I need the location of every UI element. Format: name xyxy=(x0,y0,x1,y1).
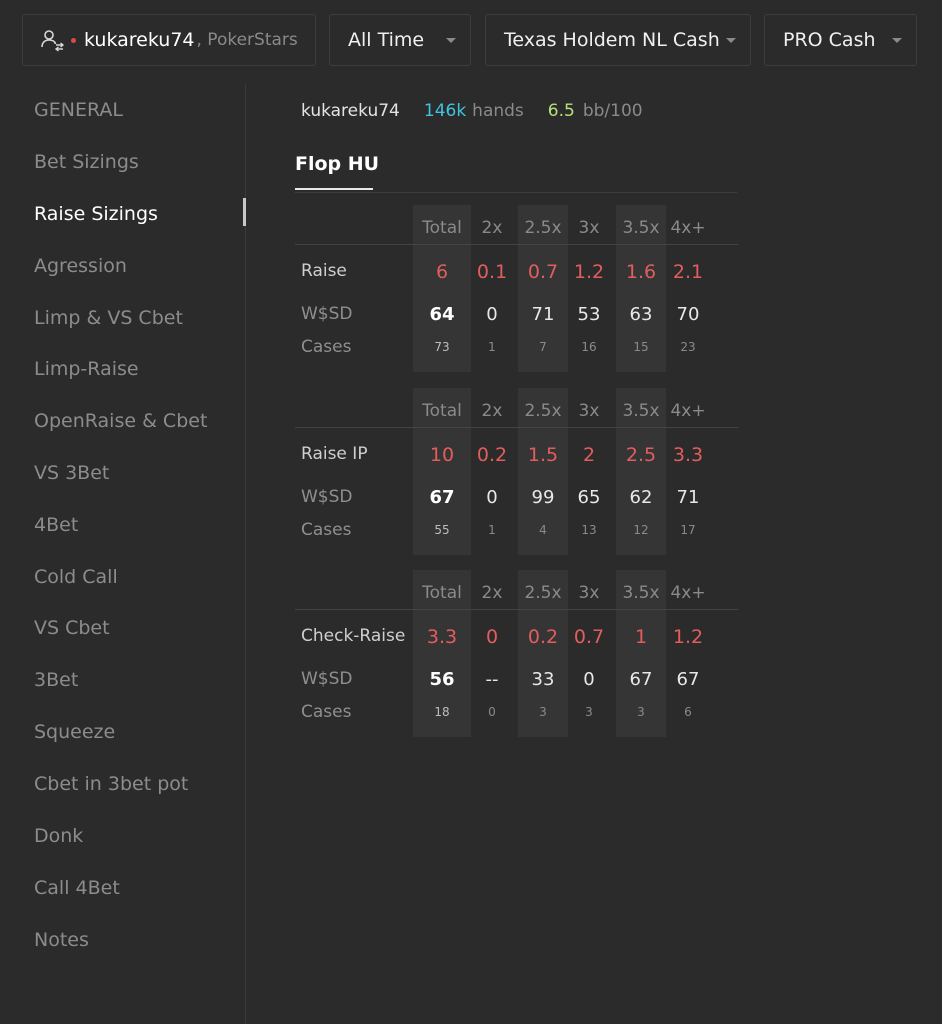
player-summary xyxy=(301,101,643,121)
stat-value-cell[interactable]: 0.1 xyxy=(476,261,508,283)
cases-value-cell[interactable]: 1 xyxy=(488,340,496,354)
cases-value-cell[interactable]: 3 xyxy=(637,705,645,719)
status-dot xyxy=(71,38,76,43)
sidebar-item-vs-3bet[interactable]: VS 3Bet xyxy=(34,462,110,484)
column-header: 2x xyxy=(481,583,503,603)
cases-value-cell[interactable]: 73 xyxy=(434,340,450,354)
sidebar-item-cbet-in-3bet-pot[interactable]: Cbet in 3bet pot xyxy=(34,773,189,795)
cases-value-cell[interactable]: 16 xyxy=(581,340,597,354)
wsd-value-cell[interactable]: 70 xyxy=(676,304,700,325)
stat-value-cell[interactable]: 0.7 xyxy=(573,626,605,648)
sidebar-item-general[interactable]: GENERAL xyxy=(34,99,123,121)
column-header: Total xyxy=(422,401,462,421)
player-selector[interactable] xyxy=(22,14,316,66)
wsd-value-cell[interactable]: 56 xyxy=(429,669,455,690)
main-content xyxy=(246,84,942,1024)
cases-value-cell[interactable]: 4 xyxy=(539,523,547,537)
sidebar-item-3bet[interactable]: 3Bet xyxy=(34,669,79,691)
stat-value-cell[interactable]: 6 xyxy=(435,261,449,283)
wsd-value-cell[interactable]: 64 xyxy=(429,304,455,325)
game-filter-label: Texas Holdem NL Cash xyxy=(504,29,720,51)
stats-filter-label: PRO Cash xyxy=(783,29,876,51)
tab-flop-hu[interactable]: Flop HU xyxy=(295,153,380,175)
wsd-value-cell[interactable]: 67 xyxy=(676,669,700,690)
sidebar-item-squeeze[interactable]: Squeeze xyxy=(34,721,116,743)
tab-divider xyxy=(295,192,737,193)
sidebar-item-limp-vs-cbet[interactable]: Limp & VS Cbet xyxy=(34,307,183,329)
summary-winrate: 6.5 xyxy=(547,101,575,121)
chevron-down-icon xyxy=(892,38,902,43)
summary-player-name: kukareku74 xyxy=(301,101,400,121)
column-header: 2x xyxy=(481,218,503,238)
cases-value-cell[interactable]: 7 xyxy=(539,340,547,354)
sidebar-item-donk[interactable]: Donk xyxy=(34,825,84,847)
row-label-wsd: W$SD xyxy=(301,669,353,689)
stat-value-cell[interactable]: 3.3 xyxy=(672,444,704,466)
cases-value-cell[interactable]: 3 xyxy=(585,705,593,719)
column-header: 2x xyxy=(481,401,503,421)
player-name: kukareku74 xyxy=(84,29,195,51)
cases-value-cell[interactable]: 12 xyxy=(633,523,649,537)
summary-hands-label: hands xyxy=(472,101,524,121)
sidebar-item-agression[interactable]: Agression xyxy=(34,255,127,277)
row-label-stat: Raise IP xyxy=(301,444,368,464)
stats-table xyxy=(295,388,738,555)
time-filter-dropdown[interactable] xyxy=(329,14,471,66)
row-label-cases: Cases xyxy=(301,520,352,540)
sidebar-nav xyxy=(0,84,246,1024)
row-label-cases: Cases xyxy=(301,337,352,357)
sidebar-item-notes[interactable]: Notes xyxy=(34,929,89,951)
sidebar-item-vs-cbet[interactable]: VS Cbet xyxy=(34,617,110,639)
cases-value-cell[interactable]: 1 xyxy=(488,523,496,537)
wsd-value-cell[interactable]: 63 xyxy=(629,304,653,325)
stat-value-cell[interactable]: 1.6 xyxy=(625,261,657,283)
wsd-value-cell[interactable]: 0 xyxy=(583,669,595,690)
header-divider xyxy=(295,244,738,245)
stat-value-cell[interactable]: 0.2 xyxy=(527,626,559,648)
row-label-cases: Cases xyxy=(301,702,352,722)
cases-value-cell[interactable]: 13 xyxy=(581,523,597,537)
column-header: 3.5x xyxy=(622,401,660,421)
column-header: Total xyxy=(422,583,462,603)
column-header: 4x+ xyxy=(670,401,706,421)
tab-active-underline xyxy=(295,188,373,190)
wsd-value-cell[interactable]: 33 xyxy=(531,669,555,690)
wsd-value-cell[interactable]: 53 xyxy=(577,304,601,325)
summary-winrate-label: bb/100 xyxy=(582,101,643,121)
game-filter-dropdown[interactable] xyxy=(485,14,751,66)
sidebar-item-openraise-cbet[interactable]: OpenRaise & Cbet xyxy=(34,410,208,432)
stat-value-cell[interactable]: 2 xyxy=(582,444,596,466)
sidebar-item-limp-raise[interactable]: Limp-Raise xyxy=(34,358,139,380)
stat-value-cell[interactable]: 1 xyxy=(634,626,648,648)
stat-value-cell[interactable]: 1.5 xyxy=(527,444,559,466)
header-divider xyxy=(295,427,738,428)
top-bar xyxy=(0,0,942,80)
stat-value-cell[interactable]: 3.3 xyxy=(426,626,458,648)
stats-table xyxy=(295,205,738,372)
cases-value-cell[interactable]: 6 xyxy=(684,705,692,719)
sidebar-item-cold-call[interactable]: Cold Call xyxy=(34,566,118,588)
column-header: Total xyxy=(422,218,462,238)
column-header: 2.5x xyxy=(524,218,562,238)
cases-value-cell[interactable]: 18 xyxy=(434,705,450,719)
sidebar-item-raise-sizings[interactable]: Raise Sizings xyxy=(34,203,158,225)
row-label-stat: Check-Raise xyxy=(301,626,406,646)
column-header: 3x xyxy=(578,218,600,238)
wsd-value-cell[interactable]: 71 xyxy=(531,304,555,325)
cases-value-cell[interactable]: 17 xyxy=(680,523,696,537)
time-filter-label: All Time xyxy=(348,29,425,51)
chevron-down-icon xyxy=(446,38,456,43)
cases-value-cell[interactable]: 0 xyxy=(488,705,496,719)
stat-value-cell[interactable]: 2.5 xyxy=(625,444,657,466)
wsd-value-cell[interactable]: 0 xyxy=(486,487,498,508)
user-switch-icon xyxy=(39,27,65,53)
column-header: 2.5x xyxy=(524,583,562,603)
stat-value-cell[interactable]: 0.7 xyxy=(527,261,559,283)
stat-value-cell[interactable]: 1.2 xyxy=(672,626,704,648)
stat-value-cell[interactable]: 2.1 xyxy=(672,261,704,283)
header-divider xyxy=(295,609,738,610)
sidebar-item-bet-sizings[interactable]: Bet Sizings xyxy=(34,151,139,173)
row-label-stat: Raise xyxy=(301,261,347,281)
wsd-value-cell[interactable]: 67 xyxy=(629,669,653,690)
sidebar-item-4bet[interactable]: 4Bet xyxy=(34,514,79,536)
stats-table xyxy=(295,570,738,737)
column-header: 4x+ xyxy=(670,218,706,238)
stat-value-cell[interactable]: 0 xyxy=(485,626,499,648)
cases-value-cell[interactable]: 15 xyxy=(633,340,649,354)
column-header: 3x xyxy=(578,401,600,421)
chevron-down-icon xyxy=(726,38,736,43)
wsd-value-cell[interactable]: 62 xyxy=(629,487,653,508)
column-header: 3x xyxy=(578,583,600,603)
row-label-wsd: W$SD xyxy=(301,487,353,507)
wsd-value-cell[interactable]: 67 xyxy=(429,487,455,508)
sidebar-item-call-4bet[interactable]: Call 4Bet xyxy=(34,877,120,899)
row-label-wsd: W$SD xyxy=(301,304,353,324)
stats-filter-dropdown[interactable] xyxy=(764,14,917,66)
cases-value-cell[interactable]: 55 xyxy=(434,523,450,537)
wsd-value-cell[interactable]: 0 xyxy=(486,304,498,325)
column-header: 3.5x xyxy=(622,218,660,238)
summary-hands-count: 146k xyxy=(423,101,467,121)
stat-value-cell[interactable]: 1.2 xyxy=(573,261,605,283)
wsd-value-cell[interactable]: 99 xyxy=(531,487,555,508)
column-header: 4x+ xyxy=(670,583,706,603)
stat-value-cell[interactable]: 10 xyxy=(429,444,455,466)
cases-value-cell[interactable]: 23 xyxy=(680,340,696,354)
column-header: 2.5x xyxy=(524,401,562,421)
wsd-value-cell[interactable]: 65 xyxy=(577,487,601,508)
stat-value-cell[interactable]: 0.2 xyxy=(476,444,508,466)
column-header: 3.5x xyxy=(622,583,660,603)
cases-value-cell[interactable]: 3 xyxy=(539,705,547,719)
wsd-value-cell[interactable]: 71 xyxy=(676,487,700,508)
wsd-value-cell[interactable]: -- xyxy=(485,669,499,690)
player-site: , PokerStars xyxy=(196,30,298,50)
